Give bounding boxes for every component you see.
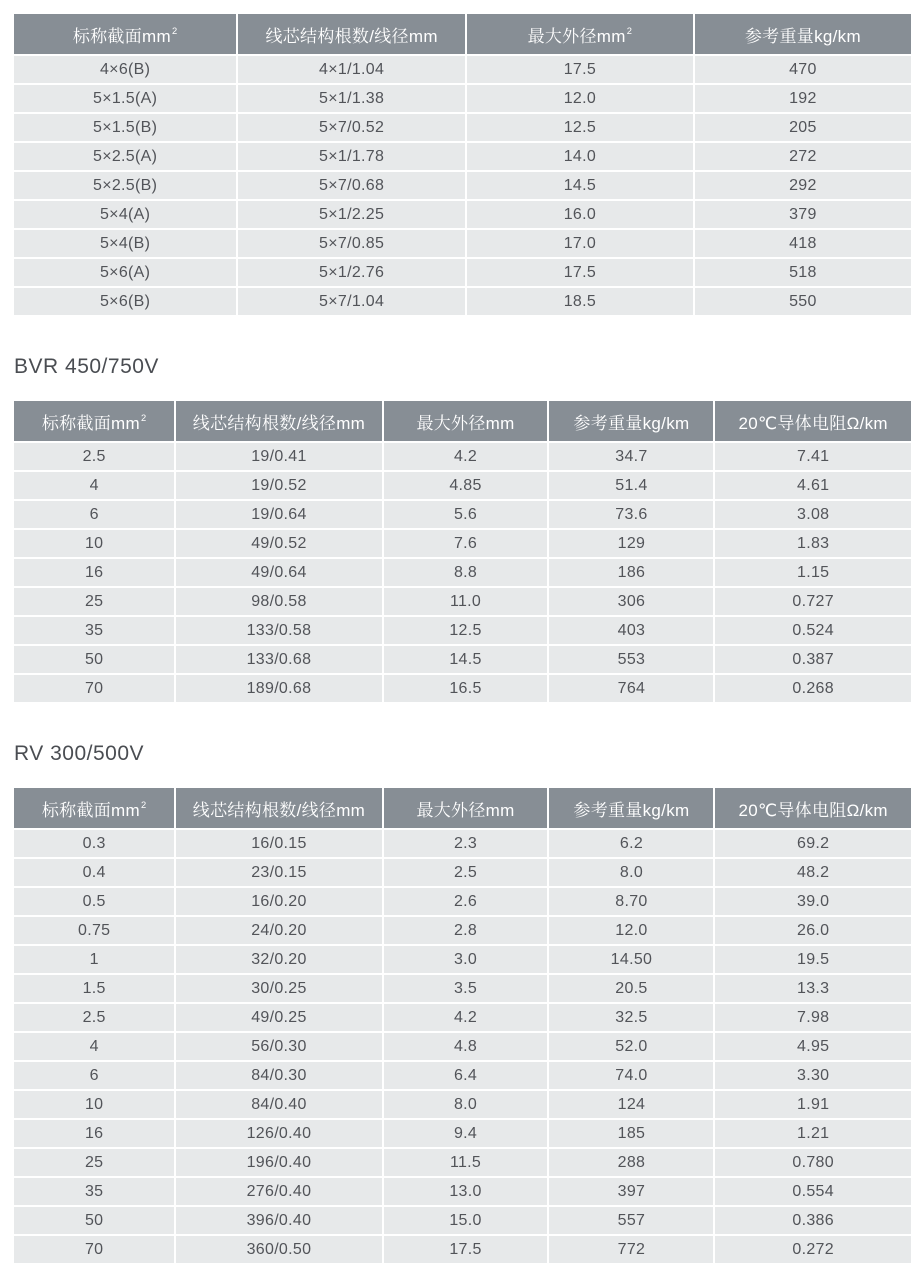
table-cell: 19.5 [715, 946, 911, 973]
column-header: 标称截面mm 2 [14, 401, 176, 441]
table-cell: 17.0 [467, 230, 695, 257]
table-row [14, 443, 911, 470]
table-cell: 5×4(B) [14, 230, 238, 257]
table-cell: 288 [549, 1149, 715, 1176]
column-header: 20℃导体电阻Ω/km [715, 788, 911, 828]
bvr-cable-table [14, 401, 911, 702]
table-cell: 379 [695, 201, 911, 228]
table-cell: 272 [695, 143, 911, 170]
table-cell: 0.4 [14, 859, 176, 886]
table-cell: 32/0.20 [176, 946, 383, 973]
table-cell: 1.91 [715, 1091, 911, 1118]
column-header: 参考重量kg/km [549, 788, 715, 828]
table-cell: 3.30 [715, 1062, 911, 1089]
table-row [14, 1062, 911, 1089]
table-cell: 11.5 [384, 1149, 550, 1176]
column-header: 线芯结构根数/线径mm [176, 401, 383, 441]
table-cell: 403 [549, 617, 715, 644]
table-cell: 133/0.68 [176, 646, 383, 673]
table-cell: 418 [695, 230, 911, 257]
table-cell: 51.4 [549, 472, 715, 499]
table-cell: 15.0 [384, 1207, 550, 1234]
table-row [14, 472, 911, 499]
table-cell: 196/0.40 [176, 1149, 383, 1176]
table-cell: 5×1/1.78 [238, 143, 467, 170]
table-cell: 16 [14, 1120, 176, 1147]
table-cell: 49/0.25 [176, 1004, 383, 1031]
table-cell: 1.15 [715, 559, 911, 586]
table-cell: 2.5 [14, 1004, 176, 1031]
table-row [14, 501, 911, 528]
table-cell: 16/0.15 [176, 830, 383, 857]
table-cell: 5×1/1.38 [238, 85, 467, 112]
table-cell: 19/0.41 [176, 443, 383, 470]
table-cell: 98/0.58 [176, 588, 383, 615]
table-cell: 5×2.5(A) [14, 143, 238, 170]
table-cell: 124 [549, 1091, 715, 1118]
table-cell: 39.0 [715, 888, 911, 915]
table-row [14, 230, 911, 257]
table-row [14, 1004, 911, 1031]
table-row [14, 143, 911, 170]
table-header-row [14, 14, 911, 54]
table-cell: 12.0 [467, 85, 695, 112]
table-cell: 5×4(A) [14, 201, 238, 228]
table-cell: 20.5 [549, 975, 715, 1002]
table-cell: 34.7 [549, 443, 715, 470]
table-cell: 23/0.15 [176, 859, 383, 886]
table-row [14, 114, 911, 141]
column-header: 标称截面mm 2 [14, 788, 176, 828]
table-cell: 5×1/2.25 [238, 201, 467, 228]
table-cell: 9.4 [384, 1120, 550, 1147]
table-cell: 70 [14, 1236, 176, 1263]
table-cell: 2.3 [384, 830, 550, 857]
table-cell: 2.5 [384, 859, 550, 886]
table-cell: 2.5 [14, 443, 176, 470]
table-cell: 5.6 [384, 501, 550, 528]
table-cell: 7.6 [384, 530, 550, 557]
table-cell: 14.5 [467, 172, 695, 199]
table-cell: 5×7/1.04 [238, 288, 467, 315]
table-row [14, 830, 911, 857]
table-cell: 772 [549, 1236, 715, 1263]
table-cell: 32.5 [549, 1004, 715, 1031]
table-cell: 50 [14, 646, 176, 673]
table-cell: 3.08 [715, 501, 911, 528]
table-cell: 35 [14, 617, 176, 644]
multicore-cable-table [14, 14, 911, 315]
table-row [14, 917, 911, 944]
table-cell: 48.2 [715, 859, 911, 886]
table-row [14, 201, 911, 228]
table-cell: 0.386 [715, 1207, 911, 1234]
table-cell: 0.3 [14, 830, 176, 857]
table-cell: 5×7/0.68 [238, 172, 467, 199]
table-cell: 126/0.40 [176, 1120, 383, 1147]
table-cell: 764 [549, 675, 715, 702]
table-cell: 0.727 [715, 588, 911, 615]
table-cell: 25 [14, 1149, 176, 1176]
column-header: 标称截面mm 2 [14, 14, 238, 54]
table-cell: 12.0 [549, 917, 715, 944]
unit-superscript: 2 [140, 413, 147, 424]
table-row [14, 1120, 911, 1147]
table-cell: 74.0 [549, 1062, 715, 1089]
unit-superscript: 2 [140, 800, 147, 811]
table-cell: 189/0.68 [176, 675, 383, 702]
table-cell: 35 [14, 1178, 176, 1205]
column-header: 最大外径mm [384, 401, 550, 441]
table-cell: 12.5 [467, 114, 695, 141]
table-cell: 292 [695, 172, 911, 199]
column-header: 最大外径mm 2 [467, 14, 695, 54]
table-cell: 7.98 [715, 1004, 911, 1031]
table-cell: 2.6 [384, 888, 550, 915]
table-row [14, 288, 911, 315]
table-cell: 129 [549, 530, 715, 557]
table-cell: 0.780 [715, 1149, 911, 1176]
table-row [14, 1236, 911, 1263]
table-cell: 306 [549, 588, 715, 615]
table-cell: 1.21 [715, 1120, 911, 1147]
table-cell: 0.387 [715, 646, 911, 673]
table-cell: 3.0 [384, 946, 550, 973]
table-cell: 0.272 [715, 1236, 911, 1263]
table-cell: 14.50 [549, 946, 715, 973]
table-cell: 6.2 [549, 830, 715, 857]
table-cell: 70 [14, 675, 176, 702]
table-cell: 4 [14, 1033, 176, 1060]
table-cell: 4.85 [384, 472, 550, 499]
table-cell: 26.0 [715, 917, 911, 944]
column-header: 参考重量kg/km [549, 401, 715, 441]
table-cell: 5×2.5(B) [14, 172, 238, 199]
table-cell: 4.8 [384, 1033, 550, 1060]
rv-cable-table [14, 788, 911, 1263]
table-cell: 397 [549, 1178, 715, 1205]
table-cell: 5×1/2.76 [238, 259, 467, 286]
table-cell: 84/0.30 [176, 1062, 383, 1089]
unit-superscript: 2 [171, 26, 178, 37]
table-cell: 5×1.5(A) [14, 85, 238, 112]
table-cell: 553 [549, 646, 715, 673]
table-cell: 10 [14, 1091, 176, 1118]
table-cell: 6 [14, 501, 176, 528]
table-cell: 1.5 [14, 975, 176, 1002]
table-cell: 192 [695, 85, 911, 112]
table-cell: 52.0 [549, 1033, 715, 1060]
table-cell: 14.5 [384, 646, 550, 673]
table-cell: 205 [695, 114, 911, 141]
table-cell: 5×1.5(B) [14, 114, 238, 141]
table-cell: 16.0 [467, 201, 695, 228]
table-cell: 5×7/0.52 [238, 114, 467, 141]
table-row [14, 259, 911, 286]
table-cell: 14.0 [467, 143, 695, 170]
table-cell: 360/0.50 [176, 1236, 383, 1263]
table-row [14, 888, 911, 915]
table-cell: 4.2 [384, 443, 550, 470]
table-row [14, 172, 911, 199]
table-cell: 19/0.52 [176, 472, 383, 499]
table-row [14, 859, 911, 886]
table-cell: 8.8 [384, 559, 550, 586]
table-cell: 4×1/1.04 [238, 56, 467, 83]
column-header: 最大外径mm [384, 788, 550, 828]
table-cell: 25 [14, 588, 176, 615]
table-cell: 49/0.64 [176, 559, 383, 586]
table-cell: 73.6 [549, 501, 715, 528]
table-row [14, 646, 911, 673]
table-cell: 3.5 [384, 975, 550, 1002]
table-cell: 557 [549, 1207, 715, 1234]
table-cell: 396/0.40 [176, 1207, 383, 1234]
table-cell: 16.5 [384, 675, 550, 702]
table-cell: 8.70 [549, 888, 715, 915]
table-cell: 7.41 [715, 443, 911, 470]
table-row [14, 1033, 911, 1060]
table-cell: 0.75 [14, 917, 176, 944]
table-cell: 4.95 [715, 1033, 911, 1060]
table-row [14, 675, 911, 702]
table-cell: 18.5 [467, 288, 695, 315]
table-cell: 0.5 [14, 888, 176, 915]
table-cell: 518 [695, 259, 911, 286]
table-cell: 6 [14, 1062, 176, 1089]
table-cell: 5×6(A) [14, 259, 238, 286]
table-row [14, 975, 911, 1002]
table-cell: 19/0.64 [176, 501, 383, 528]
bvr-section-title: BVR 450/750V [14, 355, 159, 378]
table-header-row [14, 788, 911, 828]
table-cell: 470 [695, 56, 911, 83]
table-cell: 4 [14, 472, 176, 499]
table-cell: 84/0.40 [176, 1091, 383, 1118]
table-cell: 1 [14, 946, 176, 973]
unit-superscript: 2 [626, 26, 633, 37]
table-cell: 276/0.40 [176, 1178, 383, 1205]
table-row [14, 1207, 911, 1234]
table-cell: 11.0 [384, 588, 550, 615]
table-cell: 50 [14, 1207, 176, 1234]
table-cell: 4.2 [384, 1004, 550, 1031]
table-cell: 16 [14, 559, 176, 586]
column-header: 线芯结构根数/线径mm [176, 788, 383, 828]
table-cell: 133/0.58 [176, 617, 383, 644]
table-cell: 30/0.25 [176, 975, 383, 1002]
table-cell: 12.5 [384, 617, 550, 644]
table-cell: 17.5 [384, 1236, 550, 1263]
table-row [14, 588, 911, 615]
column-header: 参考重量kg/km [695, 14, 911, 54]
table-cell: 10 [14, 530, 176, 557]
table-row [14, 946, 911, 973]
table-cell: 8.0 [549, 859, 715, 886]
table-cell: 24/0.20 [176, 917, 383, 944]
table-cell: 1.83 [715, 530, 911, 557]
table-row [14, 559, 911, 586]
table-row [14, 1149, 911, 1176]
table-row [14, 617, 911, 644]
table-header-row [14, 401, 911, 441]
table-cell: 56/0.30 [176, 1033, 383, 1060]
table-cell: 5×6(B) [14, 288, 238, 315]
table-cell: 550 [695, 288, 911, 315]
table-cell: 6.4 [384, 1062, 550, 1089]
table-cell: 13.3 [715, 975, 911, 1002]
table-cell: 2.8 [384, 917, 550, 944]
table-cell: 17.5 [467, 56, 695, 83]
table-row [14, 56, 911, 83]
table-cell: 16/0.20 [176, 888, 383, 915]
column-header: 线芯结构根数/线径mm [238, 14, 467, 54]
table-cell: 185 [549, 1120, 715, 1147]
table-cell: 0.268 [715, 675, 911, 702]
table-cell: 186 [549, 559, 715, 586]
table-cell: 5×7/0.85 [238, 230, 467, 257]
rv-section-title: RV 300/500V [14, 742, 145, 765]
table-cell: 8.0 [384, 1091, 550, 1118]
table-cell: 4.61 [715, 472, 911, 499]
table-cell: 0.524 [715, 617, 911, 644]
table-cell: 17.5 [467, 259, 695, 286]
table-row [14, 1091, 911, 1118]
column-header: 20℃导体电阻Ω/km [715, 401, 911, 441]
table-cell: 69.2 [715, 830, 911, 857]
table-cell: 13.0 [384, 1178, 550, 1205]
table-cell: 4×6(B) [14, 56, 238, 83]
table-row [14, 530, 911, 557]
table-cell: 49/0.52 [176, 530, 383, 557]
table-cell: 0.554 [715, 1178, 911, 1205]
table-row [14, 1178, 911, 1205]
table-row [14, 85, 911, 112]
